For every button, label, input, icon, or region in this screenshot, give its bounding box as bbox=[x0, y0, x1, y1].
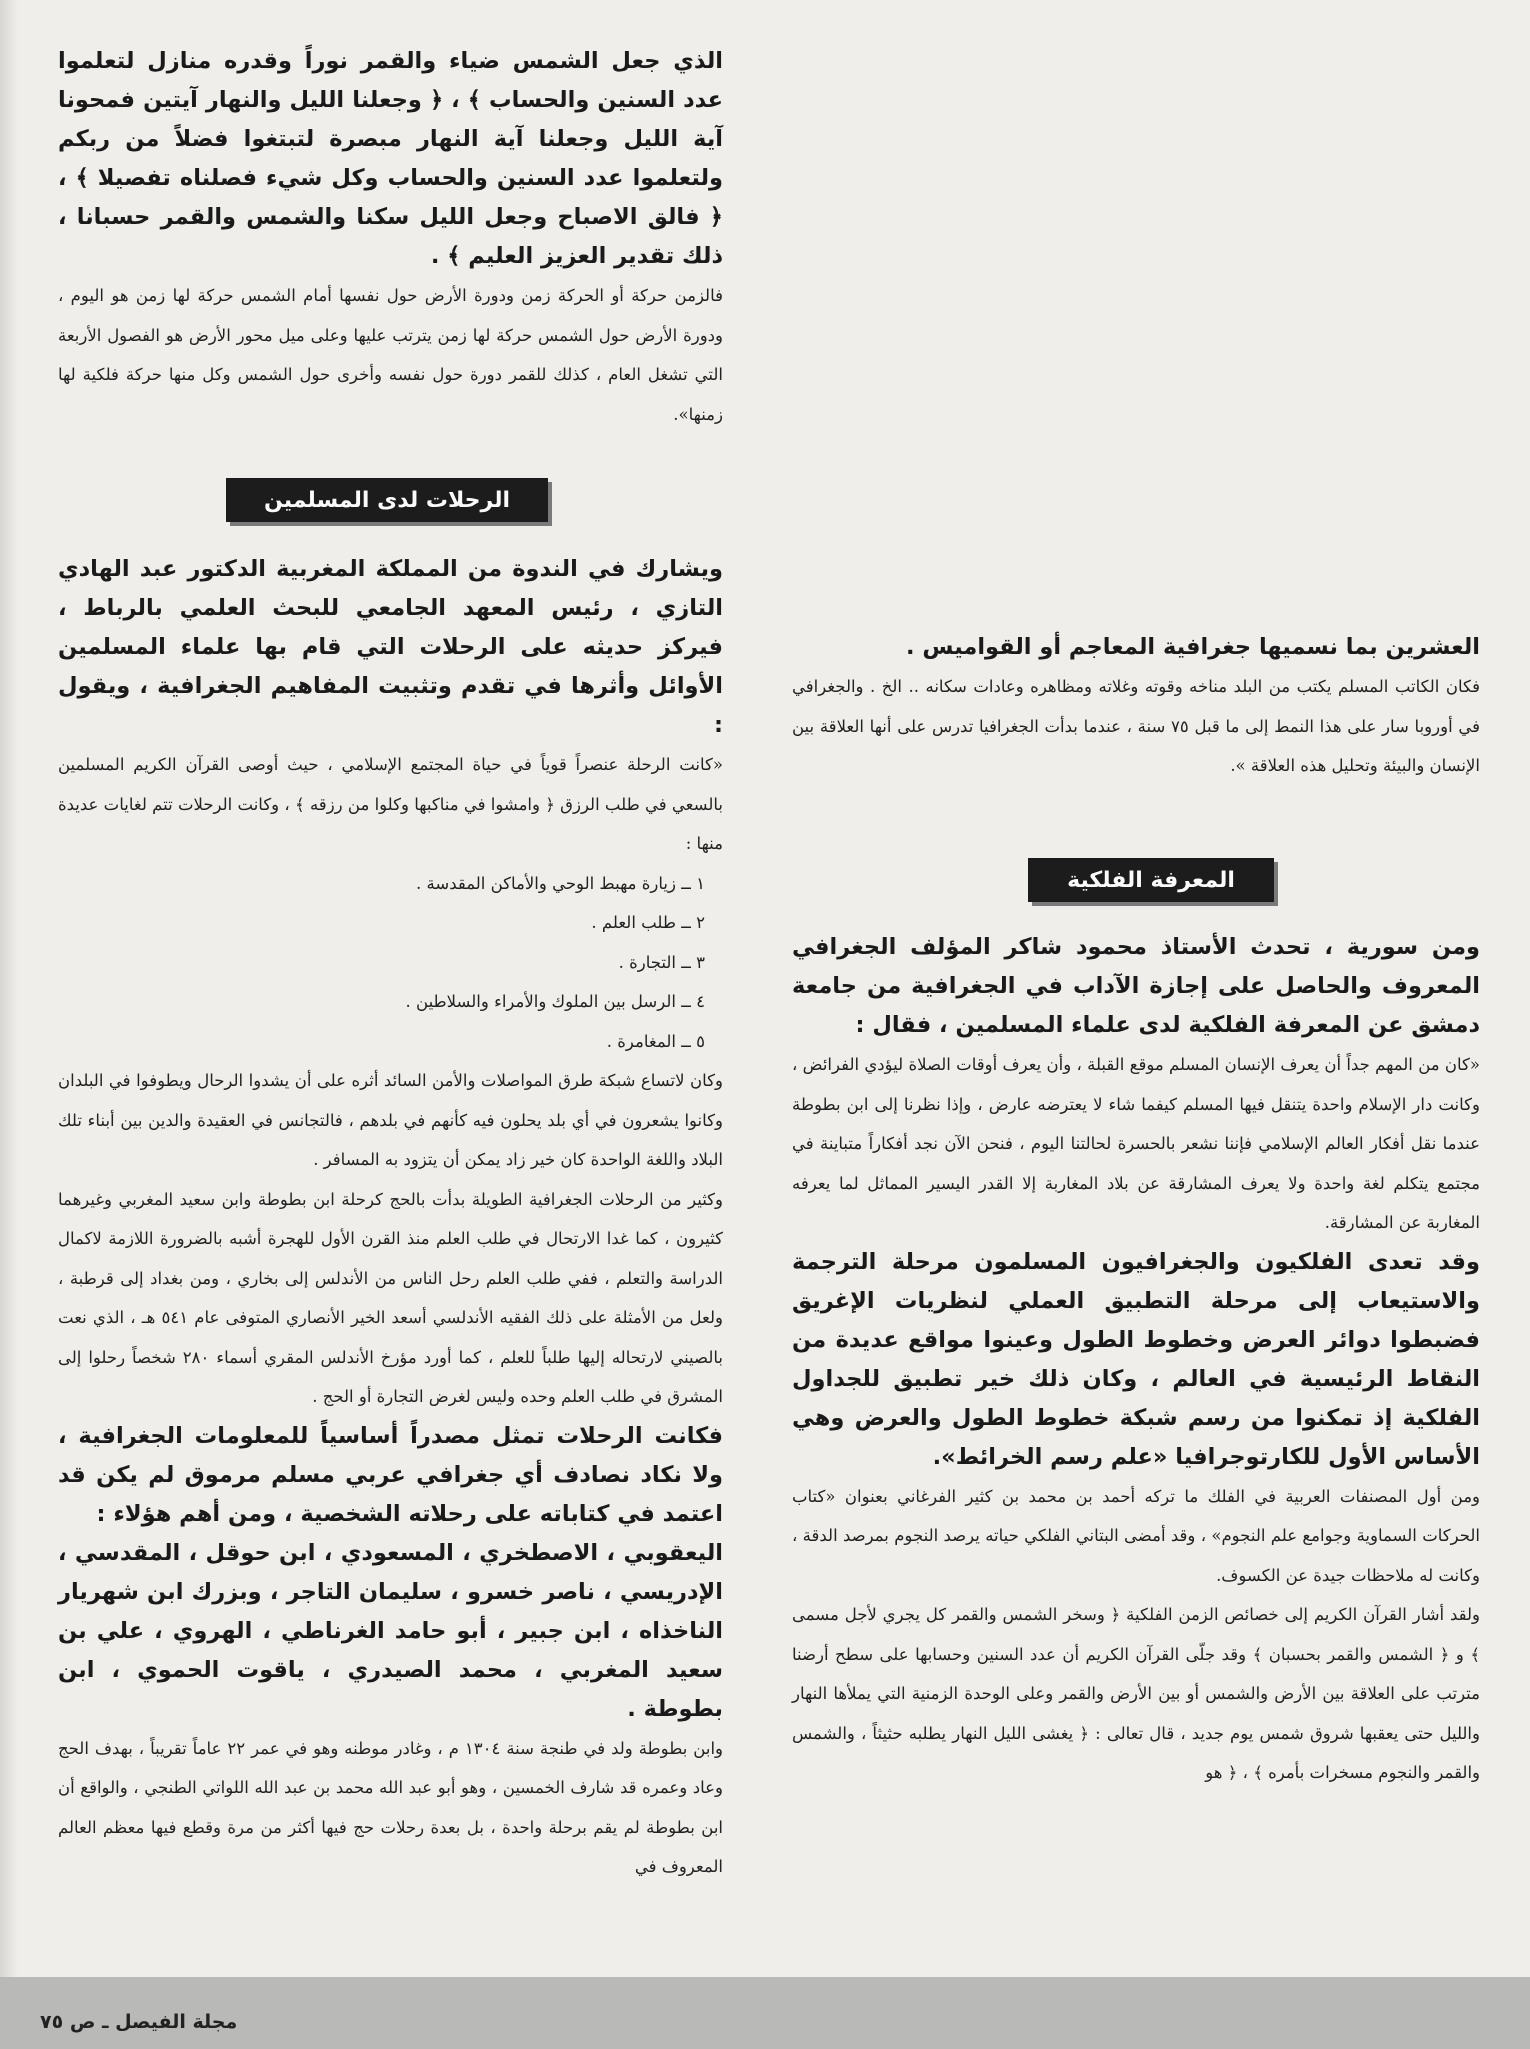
paragraph: ومن سورية ، تحدث الأستاذ محمود شاكر المؤلف الجغرافي المعروف والحاصل على إجازة الآداب في الجغرافية من جامعة دمشق عن المعرفة الفلكية لدى علماء المسلمين ، فقال : bbox=[792, 934, 1480, 1038]
left-column-top bbox=[58, 42, 723, 434]
list-item: ٣ ــ التجارة . bbox=[618, 952, 705, 972]
section-heading-text: الرحلات لدى المسلمين bbox=[263, 487, 511, 513]
left-column-main bbox=[58, 550, 723, 1887]
paragraph: «كانت الرحلة عنصراً قوياً في حياة المجتمع الإسلامي ، حيث أوصى القرآن الكريم المسلمين بالسعي في طلب الرزق ﴿ وامشوا في مناكبها وكلوا من رزقه ﴾ ، وكانت الرحلات تتم لغايات عديدة منها : bbox=[58, 755, 723, 853]
paragraph: ومن أول المصنفات العربية في الفلك ما تركه أحمد بن محمد بن كثير الفرغاني بعنوان «كتاب الحركات السماوية وجوامع علم النجوم» ، وقد أمضى البتاني الفلكي حياته يرصد النجوم بمرصد الدقة ، وكانت له ملاحظات جيدة عن الكسوف. bbox=[792, 1486, 1481, 1585]
section-heading-astronomy bbox=[1028, 858, 1274, 902]
page-footer bbox=[0, 1977, 1530, 2049]
paragraph: العشرين بما نسميها جغرافية المعاجم أو القواميس . bbox=[906, 634, 1480, 660]
paragraph: ولقد أشار القرآن الكريم إلى خصائص الزمن الفلكية ﴿ وسخر الشمس والقمر كل يجري لأجل مسمى ﴾ و ﴿ الشمس والقمر بحسبان ﴾ وقد جلّى القرآن الكريم أن عدد السنين وحسابها على سطح أرضنا مترتب على العلاقة بين الأرض والشمس أو بين الأرض والقمر وعلى الوحدة الزمنية التي يملأها النهار والليل حتى يعقبها شروق شمس يوم جديد ، قال تعالى : ﴿ يغشى الليل النهار يطلبه حثيثاً ، والشمس والقمر والنجوم مسخرات بأمره ﴾ ، ﴿ هو bbox=[792, 1605, 1480, 1782]
list-item: ٥ ــ المغامرة . bbox=[606, 1031, 705, 1051]
paragraph: وابن بطوطة ولد في طنجة سنة ١٣٠٤ م ، وغادر موطنه وهو في عمر ٢٢ عاماً تقريباً ، بهدف الحج وعاد وعمره قد شارف الخمسين ، وهو أبو عبد الله محمد بن عبد الله اللواتي الطنجي ، والواقع أن ابن بطوطة لم يقم برحلة واحدة ، بل بعدة رحلات حج فيها أكثر من مرة وقطع فيها معظم العالم المعروف في bbox=[58, 1738, 723, 1876]
trip-purposes-list bbox=[58, 864, 723, 1062]
geographers-list: اليعقوبي ، الاصطخري ، المسعودي ، ابن حوقل ، المقدسي ، الإدريسي ، ناصر خسرو ، سليمان التاجر ، وبزرك ابن شهريار الناخذاه ، ابن جبير ، أبو حامد الغرناطي ، الهروي ، علي بن سعيد المغربي ، محمد الصيدري ، ياقوت الحموي ، ابن بطوطة . bbox=[58, 1539, 723, 1722]
paragraph: فالزمن حركة أو الحركة زمن ودورة الأرض حول نفسها أمام الشمس حركة لها زمن هو اليوم ، ودورة الأرض حول الشمس حركة لها زمن يترتب عليها وعلى ميل محور الأرض هو الفصول الأربعة التي تشغل العام ، كذلك للقمر دورة حول نفسه وأخرى حول الشمس وكل منها حركة فلكية لها زمنها». bbox=[58, 286, 723, 424]
paragraph: فكان الكاتب المسلم يكتب من البلد مناخه وقوته وغلاته ومظاهره وعادات سكانه .. الخ . والجغرافي في أوروبا سار على هذا النمط إلى ما قبل ٧٥ سنة ، عندما بدأت الجغرافيا تدرس على أنها العلاقة بين الإنسان والبيئة وتحليل هذه العلاقة ». bbox=[792, 677, 1480, 775]
paragraph: الذي جعل الشمس ضياء والقمر نوراً وقدره منازل لتعلموا عدد السنين والحساب ﴾ ، ﴿ وجعلنا الليل والنهار آيتين فمحونا آية الليل وجعلنا آية النهار مبصرة لتبتغوا فضلاً من ربكم ولتعلموا عدد السنين والحساب وكل شيء فصلناه تفصيلا ﴾ ، ﴿ فالق الاصباح وجعل الليل سكنا والشمس والقمر حسبانا ، ذلك تقدير العزيز العليم ﴾ . bbox=[58, 48, 723, 269]
footer-page-label: مجلة الفيصل ـ ص ٧٥ bbox=[40, 2011, 238, 2033]
section-heading-journeys bbox=[226, 478, 548, 522]
paragraph: «كان من المهم جداً أن يعرف الإنسان المسلم موقع القبلة ، وأن يعرف أوقات الصلاة ليؤدي الفرائض ، وكانت دار الإسلام واحدة يتنقل فيها المسلم كيفما شاء لا يعترضه عارض ، وإذا نظرنا إلى ابن بطوطة عندما نقل أفكار العالم الإسلامي فإننا نشعر بالحسرة لحالتنا اليوم ، فنحن الآن نجد أفكاراً متباينة في مجتمع يتكلم لغة واحدة ولا يعرف المشارقة عن بلاد المغاربة إلا القدر اليسير المماثل لما يعرفه المغاربة عن المشارقة. bbox=[792, 1055, 1480, 1232]
right-column-main bbox=[792, 928, 1480, 1793]
list-item: ٤ ــ الرسل بين الملوك والأمراء والسلاطين . bbox=[405, 992, 705, 1011]
list-item: ١ ــ زيارة مهبط الوحي والأماكن المقدسة . bbox=[416, 873, 705, 893]
right-column-top bbox=[792, 628, 1480, 786]
section-heading-text: المعرفة الفلكية bbox=[1067, 867, 1235, 893]
paragraph: ويشارك في الندوة من المملكة المغربية الدكتور عبد الهادي التازي ، رئيس المعهد الجامعي للبحث العلمي بالرباط ، فيركز حديثه على الرحلات التي قام بها علماء المسلمين الأوائل وأثرها في تقدم وتثبيت المفاهيم الجغرافية ، ويقول : bbox=[58, 556, 723, 738]
page-edge-shadow bbox=[0, 0, 18, 2049]
paragraph: فكانت الرحلات تمثل مصدراً أساسياً للمعلومات الجغرافية ، ولا نكاد نصادف أي جغرافي عربي مسلم مرموق لم يكن قد اعتمد في كتاباته على رحلاته الشخصية ، ومن أهم هؤلاء : bbox=[58, 1422, 723, 1527]
paragraph: وكثير من الرحلات الجغرافية الطويلة بدأت بالحج كرحلة ابن بطوطة وابن سعيد المغربي وغيرهما كثيرون ، كما غدا الارتحال في طلب العلم منذ القرن الأول للهجرة أشبه بالضرورة اللازمة لاكمال الدراسة والتعلم ، ففي طلب العلم رحل الناس من الأندلس إلى بخاري ، ومن بغداد إلى قرطبة ، ولعل من الأمثلة على ذلك الفقيه الأندلسي أسعد الخير الأنصاري المتوفى عام ٥٤١ هـ ، الذي نعت بالصيني لارتحاله إليها طلباً للعلم ، كما أورد مؤرخ الأندلس المقري أسماء ٢٨٠ شخصاً رحلوا إلى المشرق في طلب العلم وحده وليس لغرض التجارة أو الحج . bbox=[58, 1189, 723, 1406]
paragraph: وقد تعدى الفلكيون والجغرافيون المسلمون مرحلة الترجمة والاستيعاب إلى مرحلة التطبيق العملي لنظريات الإغريق فضبطوا دوائر العرض وخطوط الطول وعينوا مواقع عديدة من النقاط الرئيسية في العالم ، وكان ذلك خير تطبيق للجداول الفلكية إذ تمكنوا من رسم شبكة خطوط الطول والعرض وهي الأساس الأول للكارتوجرافيا «علم رسم الخرائط». bbox=[792, 1248, 1480, 1470]
list-item: ٢ ــ طلب العلم . bbox=[591, 913, 705, 932]
paragraph: وكان لاتساع شبكة طرق المواصلات والأمن السائد أثره على أن يشدوا الرحال ويطوفوا في البلدان وكانوا يشعرون في أي بلد يحلون فيه كأنهم في بلدهم ، فالتجانس في العقيدة والدين بين أبناء تلك البلاد واللغة الواحدة كان خير زاد يمكن أن يتزود به المسافر . bbox=[58, 1071, 723, 1169]
